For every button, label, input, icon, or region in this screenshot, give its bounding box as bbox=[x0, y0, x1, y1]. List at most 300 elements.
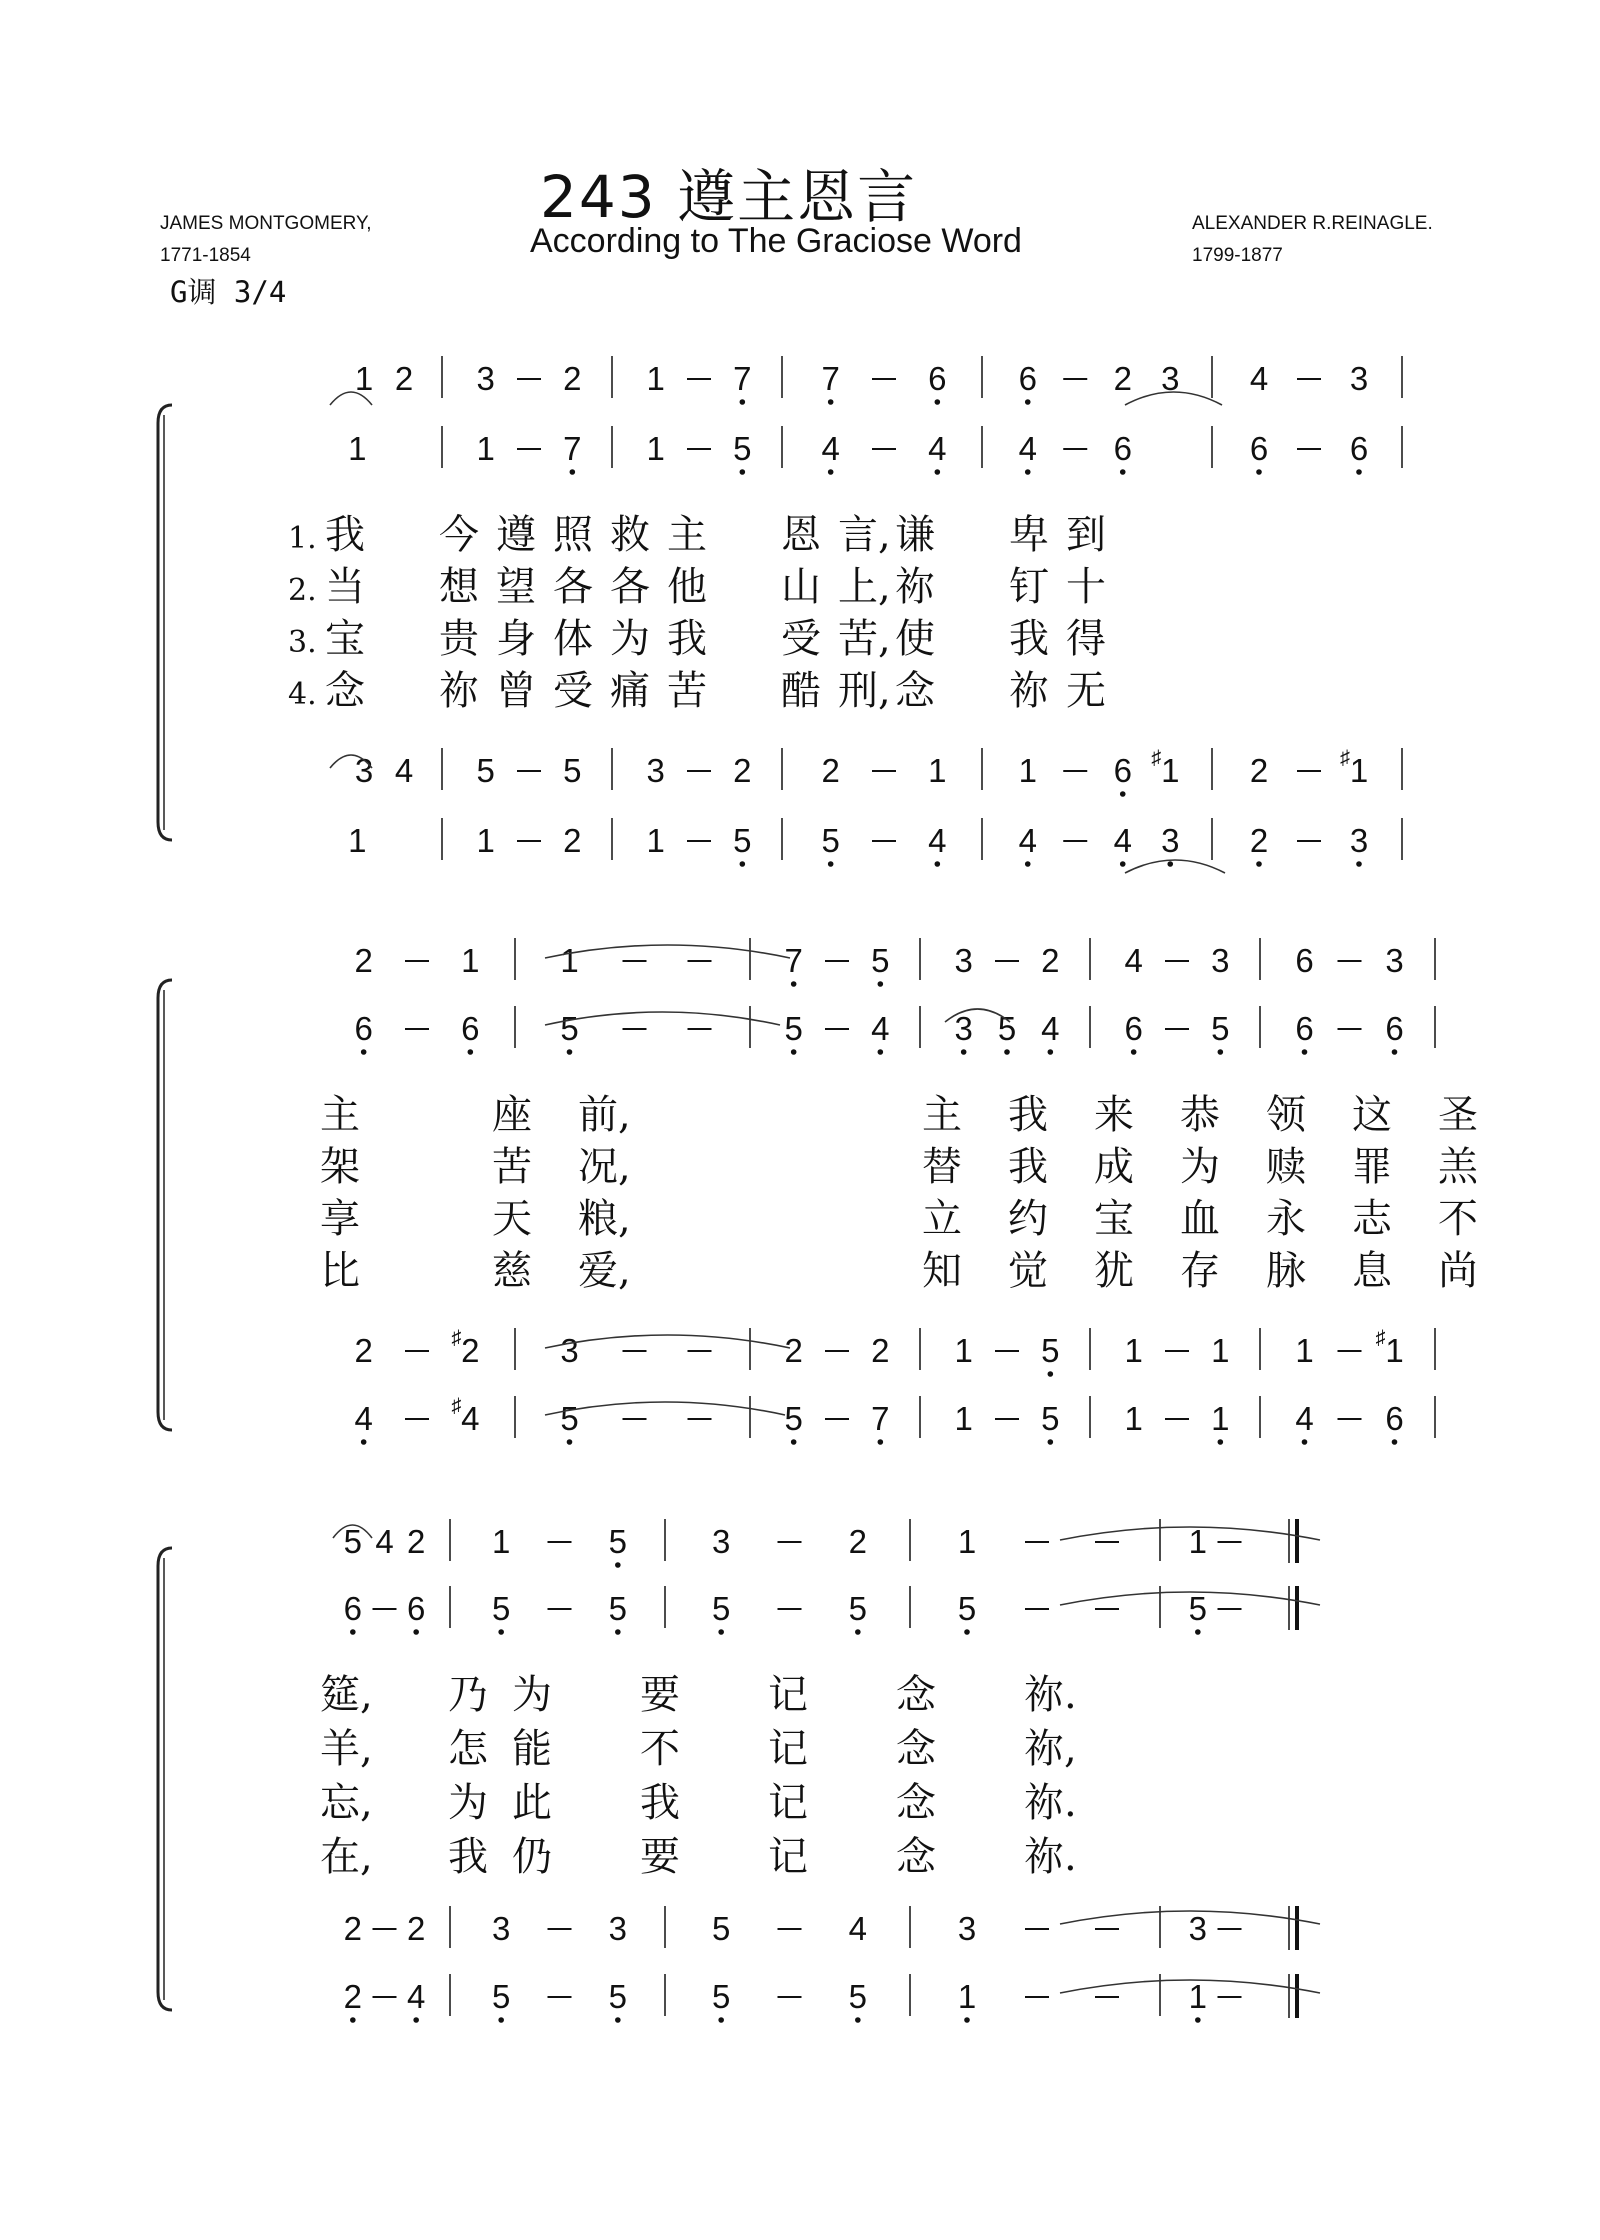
low-octave-dot bbox=[718, 2017, 724, 2023]
note: 5 bbox=[476, 752, 495, 789]
lyric-syllable: 我 bbox=[640, 1780, 680, 1826]
sharp-sign: ♯ bbox=[1375, 1327, 1386, 1349]
note: 1 bbox=[957, 1523, 977, 1560]
note: 6 bbox=[1113, 752, 1132, 789]
low-octave-dot bbox=[855, 1629, 861, 1635]
note: 2 bbox=[343, 1910, 363, 1947]
low-octave-dot bbox=[1120, 861, 1126, 867]
note: 4 bbox=[871, 1010, 890, 1047]
note: 5 bbox=[560, 1400, 579, 1437]
note: 2 bbox=[343, 1978, 363, 2015]
note: 6 bbox=[1349, 430, 1369, 467]
note: 1 bbox=[1018, 752, 1037, 789]
note: 4 bbox=[406, 1978, 426, 2015]
lyric-syllable: 乃 bbox=[448, 1672, 488, 1718]
note: 4 bbox=[461, 1400, 480, 1437]
note: 1 bbox=[954, 1400, 973, 1437]
lyric-syllable: 享 bbox=[320, 1196, 360, 1242]
note: 1 bbox=[476, 822, 495, 859]
note: 5 bbox=[733, 430, 752, 467]
system-bracket bbox=[158, 1548, 172, 2010]
note: 5 bbox=[711, 1978, 731, 2015]
lyric-syllable: 曾 bbox=[496, 668, 536, 714]
note: 1 bbox=[348, 430, 367, 467]
note: 4 bbox=[928, 430, 947, 467]
note: 1 bbox=[1295, 1332, 1314, 1369]
low-octave-dot bbox=[718, 1629, 724, 1635]
lyric-syllable: 刑, bbox=[838, 668, 891, 714]
note: 4 bbox=[1018, 430, 1037, 467]
note: 1 bbox=[646, 822, 665, 859]
note: 3 bbox=[646, 752, 665, 789]
lyric-syllable: 卑 bbox=[1009, 512, 1049, 558]
slur-arc bbox=[1125, 860, 1225, 873]
low-octave-dot bbox=[350, 1629, 356, 1635]
low-octave-dot bbox=[961, 1049, 967, 1055]
note: 1 bbox=[1211, 1332, 1230, 1369]
note: 2 bbox=[848, 1523, 868, 1560]
note: 5 bbox=[608, 1523, 628, 1560]
low-octave-dot bbox=[1004, 1049, 1010, 1055]
lyric-syllable: 苦 bbox=[492, 1144, 532, 1190]
low-octave-dot bbox=[1131, 1049, 1137, 1055]
note: 4 bbox=[1249, 360, 1269, 397]
note: 1 bbox=[354, 360, 374, 397]
lyric-syllable: 圣 bbox=[1438, 1092, 1478, 1138]
lyric-syllable: 怎 bbox=[448, 1726, 488, 1772]
note: 4 bbox=[394, 752, 414, 789]
note: 6 bbox=[1385, 1010, 1404, 1047]
lyric-syllable: 祢 bbox=[895, 564, 935, 610]
low-octave-dot bbox=[1120, 791, 1126, 797]
low-octave-dot bbox=[1256, 469, 1262, 475]
lyric-syllable: 脉 bbox=[1266, 1248, 1306, 1294]
low-octave-dot bbox=[740, 861, 746, 867]
note: 5 bbox=[608, 1978, 628, 2015]
lyric-syllable: 为 bbox=[448, 1780, 488, 1826]
lyric-syllable: 筵, bbox=[320, 1672, 373, 1718]
low-octave-dot bbox=[1195, 1629, 1201, 1635]
note: 1 bbox=[957, 1978, 977, 2015]
lyric-syllable: 念 bbox=[896, 1726, 936, 1772]
lyric-syllable: 前, bbox=[578, 1092, 631, 1138]
lyric-syllable: 来 bbox=[1094, 1092, 1134, 1138]
note: 6 bbox=[928, 360, 947, 397]
note: 1 bbox=[1385, 1332, 1404, 1369]
low-octave-dot bbox=[567, 1049, 573, 1055]
note: 4 bbox=[354, 1400, 373, 1437]
lyric-syllable: 记 bbox=[768, 1780, 808, 1826]
note: 6 bbox=[1295, 1010, 1314, 1047]
low-octave-dot bbox=[828, 399, 834, 405]
low-octave-dot bbox=[855, 2017, 861, 2023]
lyric-syllable: 替 bbox=[922, 1144, 962, 1190]
note: 1 bbox=[1188, 1978, 1208, 2015]
lyric-syllable: 照 bbox=[553, 512, 593, 558]
note: 2 bbox=[1249, 752, 1269, 789]
note: 2 bbox=[784, 1332, 803, 1369]
note: 4 bbox=[848, 1910, 868, 1947]
note: 4 bbox=[1295, 1400, 1314, 1437]
lyric-syllable: 山 bbox=[781, 564, 821, 610]
low-octave-dot bbox=[878, 981, 884, 987]
note: 5 bbox=[1188, 1590, 1208, 1627]
note: 3 bbox=[1211, 942, 1230, 979]
lyric-syllable: 祢 bbox=[439, 668, 479, 714]
lyric-syllable: 谦 bbox=[895, 512, 935, 558]
note: 1 bbox=[491, 1523, 511, 1560]
key-time-signature: G调 3/4 bbox=[170, 275, 287, 309]
low-octave-dot bbox=[567, 1439, 573, 1445]
lyric-syllable: 到 bbox=[1066, 512, 1106, 558]
note: 5 bbox=[848, 1978, 868, 2015]
note: 2 bbox=[821, 752, 840, 789]
note: 5 bbox=[563, 752, 582, 789]
low-octave-dot bbox=[828, 469, 834, 475]
note: 1 bbox=[1161, 752, 1180, 789]
note: 2 bbox=[354, 1332, 373, 1369]
lyric-syllable: 使 bbox=[895, 616, 935, 662]
lyric-syllable: 永 bbox=[1266, 1196, 1306, 1242]
note: 5 bbox=[784, 1010, 803, 1047]
low-octave-dot bbox=[350, 2017, 356, 2023]
lyric-syllable: 约 bbox=[1008, 1196, 1048, 1242]
note: 5 bbox=[957, 1590, 977, 1627]
lyric-syllable: 无 bbox=[1066, 668, 1106, 714]
low-octave-dot bbox=[1218, 1439, 1224, 1445]
lyric-syllable: 记 bbox=[768, 1834, 808, 1880]
low-octave-dot bbox=[935, 861, 941, 867]
lyric-syllable: 存 bbox=[1180, 1248, 1220, 1294]
note: 2 bbox=[1249, 822, 1269, 859]
note: 5 bbox=[711, 1910, 731, 1947]
low-octave-dot bbox=[828, 861, 834, 867]
note: 4 bbox=[1113, 822, 1132, 859]
lyric-syllable: 受 bbox=[553, 668, 593, 714]
lyric-syllable: 望 bbox=[496, 564, 536, 610]
note: 5 bbox=[784, 1400, 803, 1437]
note: 1 bbox=[560, 942, 579, 979]
low-octave-dot bbox=[468, 1049, 474, 1055]
note: 5 bbox=[1041, 1332, 1060, 1369]
note: 6 bbox=[1018, 360, 1037, 397]
note: 7 bbox=[563, 430, 582, 467]
lyric-syllable: 救 bbox=[610, 512, 650, 558]
system-bracket bbox=[158, 980, 172, 1430]
lyric-syllable: 苦, bbox=[838, 616, 891, 662]
note: 5 bbox=[343, 1523, 363, 1560]
note: 5 bbox=[1211, 1010, 1230, 1047]
author-name: JAMES MONTGOMERY, bbox=[160, 213, 372, 234]
system-bracket bbox=[158, 405, 172, 840]
low-octave-dot bbox=[615, 1629, 621, 1635]
lyric-syllable: 我 bbox=[1009, 616, 1049, 662]
note: 6 bbox=[1113, 430, 1132, 467]
note: 5 bbox=[560, 1010, 579, 1047]
lyric-syllable: 念 bbox=[325, 668, 365, 714]
note: 4 bbox=[375, 1523, 394, 1560]
note: 1 bbox=[476, 430, 495, 467]
lyric-syllable: 尚 bbox=[1438, 1248, 1478, 1294]
low-octave-dot bbox=[791, 1049, 797, 1055]
lyric-syllable: 况, bbox=[578, 1144, 631, 1190]
lyric-syllable: 仍 bbox=[512, 1834, 552, 1880]
lyric-syllable: 架 bbox=[320, 1144, 360, 1190]
lyric-syllable: 祢, bbox=[1024, 1726, 1077, 1772]
lyric-syllable: 当 bbox=[325, 564, 365, 610]
note: 3 bbox=[560, 1332, 579, 1369]
note: 6 bbox=[1295, 942, 1314, 979]
note: 5 bbox=[608, 1590, 628, 1627]
note: 3 bbox=[476, 360, 495, 397]
slur-arc bbox=[545, 945, 790, 958]
low-octave-dot bbox=[1302, 1049, 1308, 1055]
note: 1 bbox=[348, 822, 367, 859]
composer-years: 1799-1877 bbox=[1192, 245, 1283, 266]
low-octave-dot bbox=[791, 1439, 797, 1445]
verse-number: 3. bbox=[288, 625, 317, 660]
sharp-sign: ♯ bbox=[451, 1395, 462, 1417]
note: 1 bbox=[1349, 752, 1369, 789]
lyric-syllable: 想 bbox=[439, 564, 479, 610]
lyric-syllable: 各 bbox=[610, 564, 650, 610]
lyric-syllable: 主 bbox=[320, 1092, 360, 1138]
verse-number: 4. bbox=[288, 677, 317, 712]
note: 1 bbox=[646, 430, 665, 467]
lyric-syllable: 羔 bbox=[1438, 1144, 1478, 1190]
low-octave-dot bbox=[615, 1562, 621, 1568]
low-octave-dot bbox=[615, 2017, 621, 2023]
low-octave-dot bbox=[361, 1049, 367, 1055]
lyric-syllable: 我 bbox=[325, 512, 365, 558]
lyric-syllable: 不 bbox=[1438, 1196, 1478, 1242]
note: 5 bbox=[711, 1590, 731, 1627]
lyric-syllable: 祢. bbox=[1024, 1834, 1077, 1880]
lyric-syllable: 立 bbox=[922, 1196, 962, 1242]
lyric-syllable: 念 bbox=[896, 1834, 936, 1880]
note: 4 bbox=[1018, 822, 1037, 859]
lyric-syllable: 念 bbox=[896, 1780, 936, 1826]
lyric-syllable: 痛 bbox=[610, 668, 650, 714]
low-octave-dot bbox=[498, 1629, 504, 1635]
note: 5 bbox=[491, 1590, 511, 1627]
note: 5 bbox=[997, 1010, 1017, 1047]
low-octave-dot bbox=[1048, 1371, 1054, 1377]
lyric-syllable: 要 bbox=[640, 1672, 680, 1718]
note: 5 bbox=[848, 1590, 868, 1627]
lyric-syllable: 记 bbox=[768, 1726, 808, 1772]
lyric-syllable: 受 bbox=[781, 616, 821, 662]
lyric-syllable: 成 bbox=[1094, 1144, 1134, 1190]
lyric-syllable: 天 bbox=[492, 1196, 532, 1242]
note: 3 bbox=[1349, 360, 1369, 397]
low-octave-dot bbox=[1356, 469, 1362, 475]
note: 3 bbox=[711, 1523, 731, 1560]
note: 2 bbox=[406, 1523, 426, 1560]
note: 6 bbox=[343, 1590, 363, 1627]
low-octave-dot bbox=[1195, 2017, 1201, 2023]
lyric-syllable: 我 bbox=[667, 616, 707, 662]
low-octave-dot bbox=[740, 469, 746, 475]
note: 1 bbox=[1211, 1400, 1230, 1437]
lyric-syllable: 为 bbox=[610, 616, 650, 662]
lyric-syllable: 为 bbox=[512, 1672, 552, 1718]
lyric-syllable: 身 bbox=[496, 616, 536, 662]
note: 4 bbox=[1124, 942, 1143, 979]
note: 1 bbox=[461, 942, 480, 979]
lyric-syllable: 酷 bbox=[781, 668, 821, 714]
note: 2 bbox=[406, 1910, 426, 1947]
sharp-sign: ♯ bbox=[1151, 747, 1162, 769]
lyric-syllable: 今 bbox=[439, 512, 479, 558]
low-octave-dot bbox=[1048, 1439, 1054, 1445]
sharp-sign: ♯ bbox=[1340, 747, 1350, 769]
lyric-syllable: 言, bbox=[838, 512, 891, 558]
note: 2 bbox=[563, 360, 582, 397]
note: 2 bbox=[1041, 942, 1060, 979]
lyric-syllable: 十 bbox=[1066, 564, 1106, 610]
low-octave-dot bbox=[1025, 399, 1031, 405]
low-octave-dot bbox=[1048, 1049, 1054, 1055]
note: 6 bbox=[1385, 1400, 1404, 1437]
lyric-syllable: 不 bbox=[640, 1726, 680, 1772]
low-octave-dot bbox=[878, 1049, 884, 1055]
low-octave-dot bbox=[878, 1439, 884, 1445]
lyric-syllable: 上, bbox=[838, 564, 891, 610]
note: 1 bbox=[1124, 1400, 1143, 1437]
low-octave-dot bbox=[740, 399, 746, 405]
lyric-syllable: 念 bbox=[896, 1672, 936, 1718]
lyric-syllable: 体 bbox=[553, 616, 593, 662]
lyric-syllable: 念 bbox=[895, 668, 935, 714]
lyric-syllable: 粮, bbox=[578, 1196, 631, 1242]
hymn-title: 243 遵主恩言 bbox=[540, 163, 918, 231]
lyric-syllable: 主 bbox=[922, 1092, 962, 1138]
note: 1 bbox=[1188, 1523, 1208, 1560]
note: 6 bbox=[354, 1010, 373, 1047]
note: 1 bbox=[646, 360, 665, 397]
system-2 bbox=[158, 938, 1479, 1445]
note: 2 bbox=[461, 1332, 480, 1369]
lyric-syllable: 这 bbox=[1352, 1092, 1392, 1138]
lyric-syllable: 慈 bbox=[492, 1248, 532, 1294]
note: 3 bbox=[1161, 822, 1180, 859]
note: 1 bbox=[928, 752, 947, 789]
lyric-syllable: 主 bbox=[667, 512, 707, 558]
note: 3 bbox=[354, 752, 374, 789]
note: 3 bbox=[1349, 822, 1369, 859]
verse-number: 1. bbox=[288, 521, 317, 556]
low-octave-dot bbox=[935, 399, 941, 405]
hymn-subtitle: According to The Graciose Word bbox=[530, 222, 1022, 260]
note: 2 bbox=[394, 360, 414, 397]
note: 4 bbox=[821, 430, 840, 467]
slur-arc bbox=[545, 1335, 790, 1348]
composer-name: ALEXANDER R.REINAGLE. bbox=[1192, 213, 1433, 234]
note: 5 bbox=[733, 822, 752, 859]
lyric-syllable: 苦 bbox=[667, 668, 707, 714]
low-octave-dot bbox=[1392, 1049, 1398, 1055]
lyric-syllable: 志 bbox=[1352, 1196, 1392, 1242]
note: 7 bbox=[733, 360, 752, 397]
lyric-syllable: 我 bbox=[1008, 1092, 1048, 1138]
note: 5 bbox=[1041, 1400, 1060, 1437]
low-octave-dot bbox=[935, 469, 941, 475]
lyric-syllable: 忘, bbox=[320, 1780, 373, 1826]
note: 3 bbox=[1161, 360, 1180, 397]
lyric-syllable: 记 bbox=[768, 1672, 808, 1718]
low-octave-dot bbox=[413, 2017, 419, 2023]
low-octave-dot bbox=[570, 469, 576, 475]
note: 5 bbox=[871, 942, 890, 979]
lyric-syllable: 各 bbox=[553, 564, 593, 610]
note: 1 bbox=[1124, 1332, 1143, 1369]
slur-arc bbox=[545, 1402, 785, 1415]
note: 6 bbox=[406, 1590, 426, 1627]
lyric-syllable: 宝 bbox=[325, 616, 365, 662]
lyric-syllable: 爱, bbox=[578, 1248, 631, 1294]
lyric-syllable: 遵 bbox=[496, 512, 536, 558]
low-octave-dot bbox=[498, 2017, 504, 2023]
lyric-syllable: 得 bbox=[1066, 616, 1106, 662]
note: 3 bbox=[954, 942, 973, 979]
lyric-syllable: 他 bbox=[667, 564, 707, 610]
note: 4 bbox=[928, 822, 947, 859]
lyric-syllable: 羊, bbox=[320, 1726, 373, 1772]
low-octave-dot bbox=[1392, 1439, 1398, 1445]
lyric-syllable: 贵 bbox=[439, 616, 479, 662]
note: 1 bbox=[954, 1332, 973, 1369]
low-octave-dot bbox=[1167, 861, 1173, 867]
note: 2 bbox=[354, 942, 373, 979]
note: 5 bbox=[491, 1978, 511, 2015]
note: 3 bbox=[957, 1910, 977, 1947]
lyric-syllable: 犹 bbox=[1094, 1248, 1134, 1294]
lyric-syllable: 宝 bbox=[1094, 1196, 1134, 1242]
note: 2 bbox=[563, 822, 582, 859]
lyric-syllable: 比 bbox=[320, 1248, 360, 1294]
lyric-syllable: 为 bbox=[1180, 1144, 1220, 1190]
note: 7 bbox=[821, 360, 840, 397]
verse-number: 2. bbox=[288, 573, 317, 608]
lyric-syllable: 在, bbox=[320, 1834, 373, 1880]
lyric-syllable: 能 bbox=[512, 1726, 552, 1772]
note: 7 bbox=[784, 942, 803, 979]
lyric-syllable: 钉 bbox=[1009, 564, 1049, 610]
low-octave-dot bbox=[1356, 861, 1362, 867]
note: 3 bbox=[491, 1910, 511, 1947]
low-octave-dot bbox=[1302, 1439, 1308, 1445]
lyric-syllable: 我 bbox=[448, 1834, 488, 1880]
low-octave-dot bbox=[964, 1629, 970, 1635]
lyric-syllable: 祢. bbox=[1024, 1672, 1077, 1718]
note: 2 bbox=[871, 1332, 890, 1369]
lyric-syllable: 恩 bbox=[781, 512, 821, 558]
slur-arc bbox=[545, 1012, 780, 1025]
low-octave-dot bbox=[361, 1439, 367, 1445]
low-octave-dot bbox=[1218, 1049, 1224, 1055]
lyric-syllable: 此 bbox=[512, 1780, 552, 1826]
lyric-syllable: 血 bbox=[1180, 1196, 1220, 1242]
lyric-syllable: 知 bbox=[922, 1248, 962, 1294]
note: 6 bbox=[1249, 430, 1269, 467]
note: 5 bbox=[821, 822, 840, 859]
lyric-syllable: 赎 bbox=[1266, 1144, 1306, 1190]
note: 4 bbox=[1041, 1010, 1060, 1047]
note: 3 bbox=[1385, 942, 1404, 979]
lyric-syllable: 我 bbox=[1008, 1144, 1048, 1190]
note: 6 bbox=[1124, 1010, 1143, 1047]
